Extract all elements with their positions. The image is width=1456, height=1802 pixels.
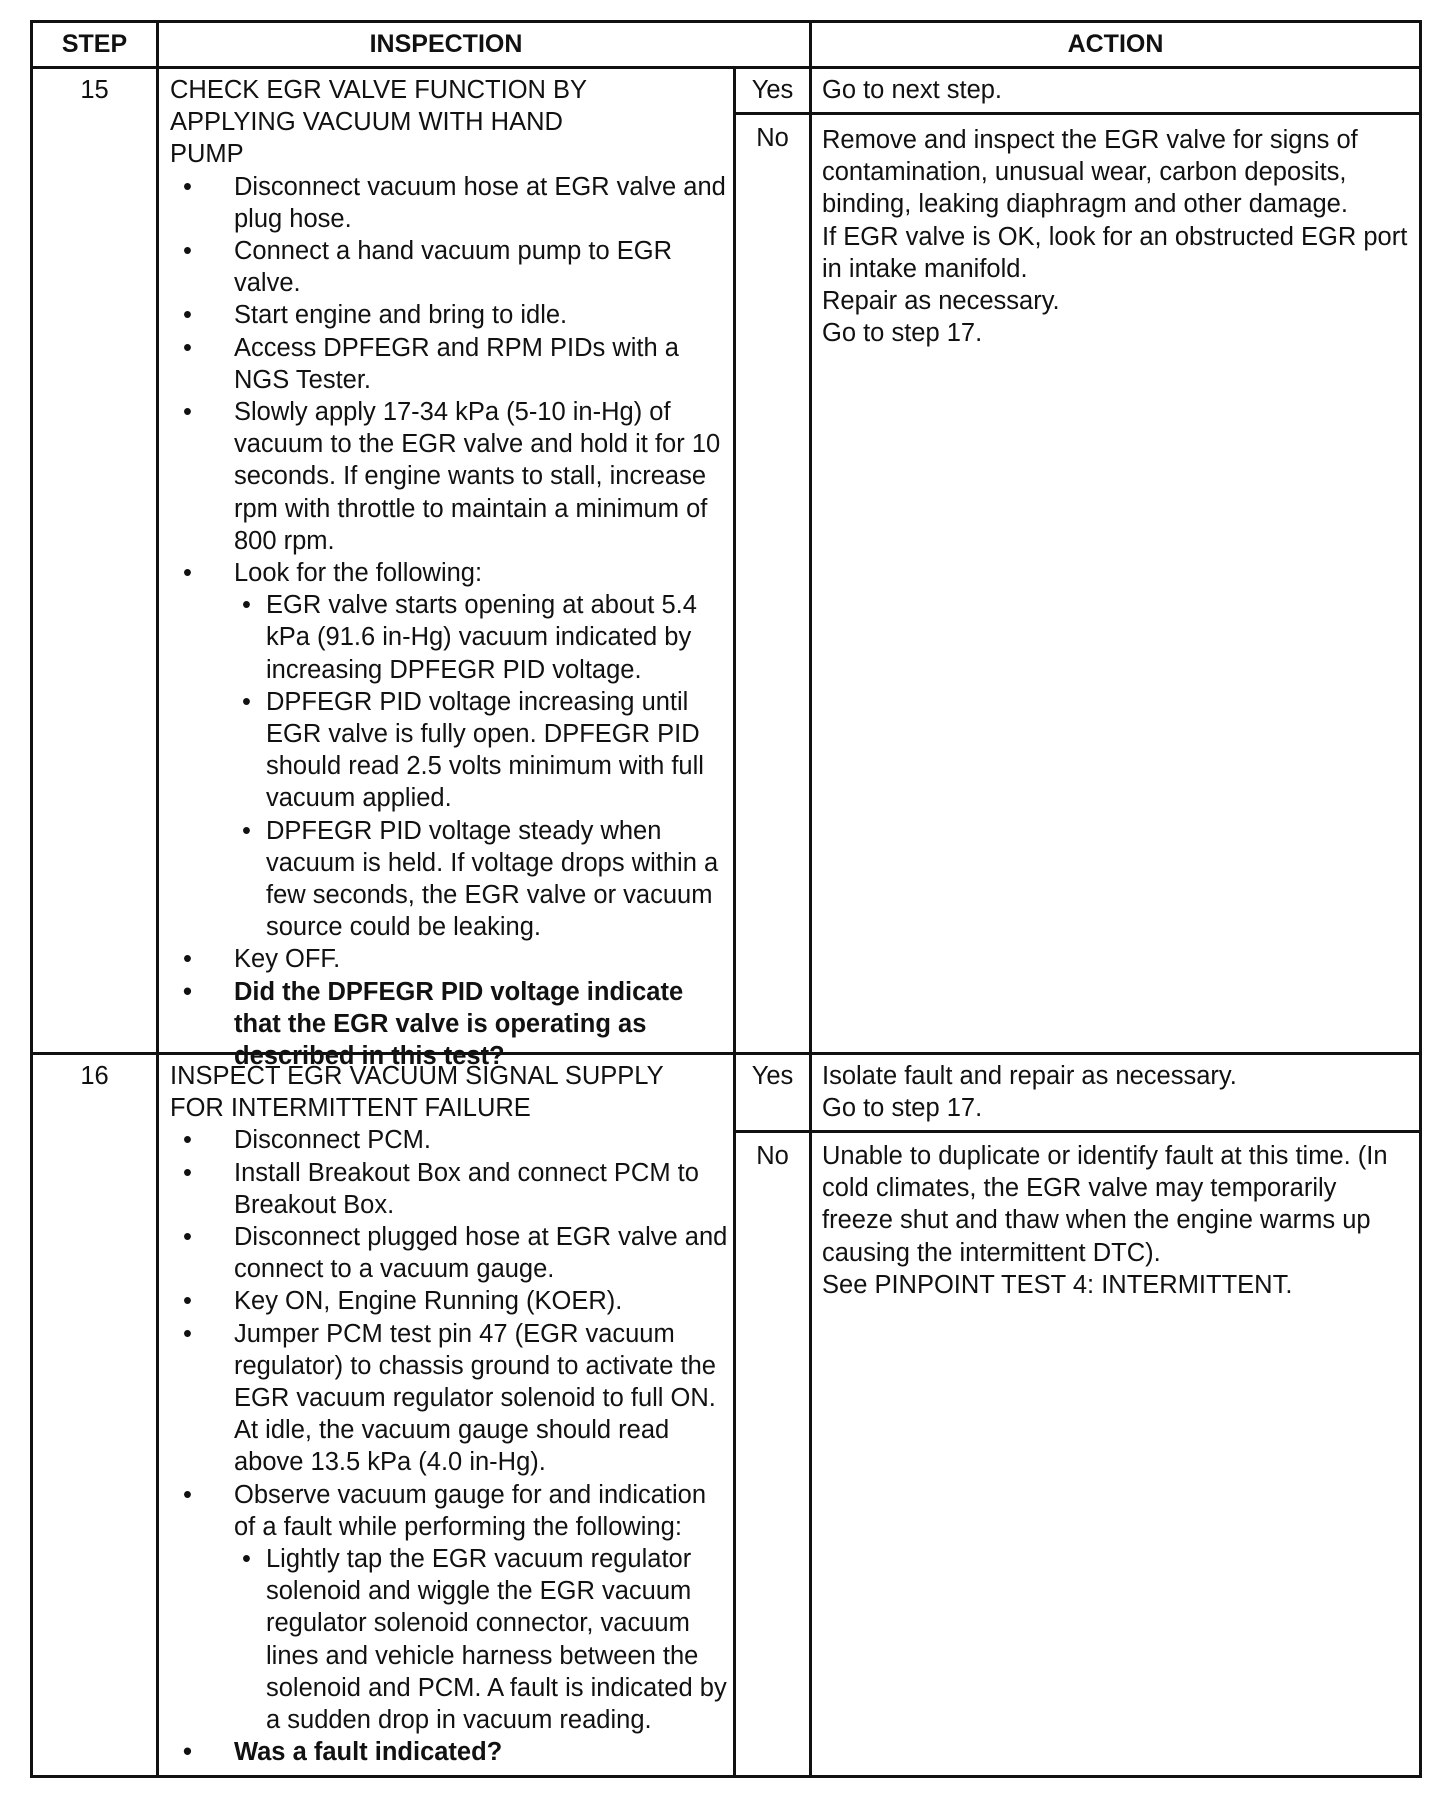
list-item: • Observe vacuum gauge for and indication of a fault while performing the following: <box>170 1479 730 1543</box>
list-item: • Slowly apply 17-34 kPa (5-10 in-Hg) of vacuum to the EGR valve and hold it for 10 seconds. If engine wants to stall, increase rpm with throttle to maintain a minimum of 800 rpm. <box>170 396 730 557</box>
list-item: • Key ON, Engine Running (KOER). <box>170 1285 730 1317</box>
inspection-final-steps <box>170 943 730 1072</box>
header-inspection: INSPECTION <box>369 30 523 58</box>
inspection-steps <box>170 171 730 590</box>
list-item: • Look for the following: <box>170 557 730 589</box>
list-item: • Disconnect plugged hose at EGR valve and connect to a vacuum gauge. <box>170 1221 730 1285</box>
step-number: 15 <box>80 76 109 104</box>
list-item: • EGR valve starts opening at about 5.4 kPa (91.6 in-Hg) vacuum indicated by increasing DPFEGR PID voltage. <box>234 589 730 686</box>
yes-action: Isolate fault and repair as necessary. Go to step 17. <box>822 1062 1237 1123</box>
step-divider <box>156 20 159 1778</box>
list-item: • Connect a hand vacuum pump to EGR valve. <box>170 235 730 299</box>
list-item: • Access DPFEGR and RPM PIDs with a NGS Tester. <box>170 332 730 396</box>
step-number: 16 <box>80 1062 109 1090</box>
inspection-steps <box>170 1124 730 1543</box>
inspection-sub-steps <box>234 589 730 943</box>
header-divider <box>30 66 1422 69</box>
header-action: ACTION <box>1067 30 1164 58</box>
no-label: No <box>756 124 789 152</box>
inspection-title: INSPECT EGR VACUUM SIGNAL SUPPLY FOR INTERMITTENT FAILURE <box>170 1062 664 1123</box>
diagnostic-table <box>30 20 1422 1778</box>
list-item: • DPFEGR PID voltage increasing until EGR valve is fully open. DPFEGR PID should read 2.5 volts minimum with full vacuum applied. <box>234 686 730 815</box>
yes-no-divider-15 <box>733 112 1422 115</box>
list-item: • Install Breakout Box and connect PCM to Breakout Box. <box>170 1157 730 1221</box>
header-step: STEP <box>61 30 128 58</box>
inspection-title: CHECK EGR VALVE FUNCTION BY APPLYING VACUUM WITH HAND PUMP <box>170 76 587 169</box>
table-border-top <box>30 20 1422 23</box>
yes-action: Go to next step. <box>822 76 1003 104</box>
yesno-divider <box>733 66 736 1778</box>
no-action: Remove and inspect the EGR valve for signs of contamination, unusual wear, carbon deposits, binding, leaking diaphragm and other damage. If EGR valve is OK, look for an obstructed EGR port in intake manifold. Repair as necessary. Go to step 17. <box>822 126 1408 348</box>
list-item: • Jumper PCM test pin 47 (EGR vacuum regulator) to chassis ground to activate the EGR vacuum regulator solenoid to full ON. At idle, the vacuum gauge should read above 13.5 kPa (4.0 in-Hg). <box>170 1318 730 1479</box>
action-divider <box>809 20 812 1778</box>
table-border-left <box>30 20 33 1778</box>
inspection-question: • Was a fault indicated? <box>170 1736 730 1768</box>
inspection-sub-steps <box>234 1543 730 1736</box>
inspection-cell <box>170 1060 730 1768</box>
list-item: • Key OFF. <box>170 943 730 975</box>
inspection-final-steps <box>170 1736 730 1768</box>
list-item: • Start engine and bring to idle. <box>170 299 730 331</box>
table-border-right <box>1419 20 1422 1778</box>
yes-label: Yes <box>751 76 794 104</box>
list-item: • Disconnect PCM. <box>170 1124 730 1156</box>
inspection-question: • Did the DPFEGR PID voltage indicate that the EGR valve is operating as described in this test? <box>170 976 730 1073</box>
yes-label: Yes <box>751 1062 794 1090</box>
list-item: • DPFEGR PID voltage steady when vacuum is held. If voltage drops within a few seconds, the EGR valve or vacuum source could be leaking. <box>234 815 730 944</box>
yes-no-divider-16 <box>733 1130 1422 1133</box>
inspection-cell <box>170 74 730 1072</box>
table-border-bottom <box>30 1775 1422 1778</box>
no-action: Unable to duplicate or identify fault at this time. (In cold climates, the EGR valve may temporarily freeze shut and thaw when the engine warms up causing the intermittent DTC). See PINPOINT TEST 4: INTERMITTENT. <box>822 1142 1388 1299</box>
list-item: • Lightly tap the EGR vacuum regulator solenoid and wiggle the EGR vacuum regulator solenoid connector, vacuum lines and vehicle harness between the solenoid and PCM. A fault is indicated by a sudden drop in vacuum reading. <box>234 1543 730 1736</box>
list-item: • Disconnect vacuum hose at EGR valve and plug hose. <box>170 171 730 235</box>
no-label: No <box>756 1142 789 1170</box>
